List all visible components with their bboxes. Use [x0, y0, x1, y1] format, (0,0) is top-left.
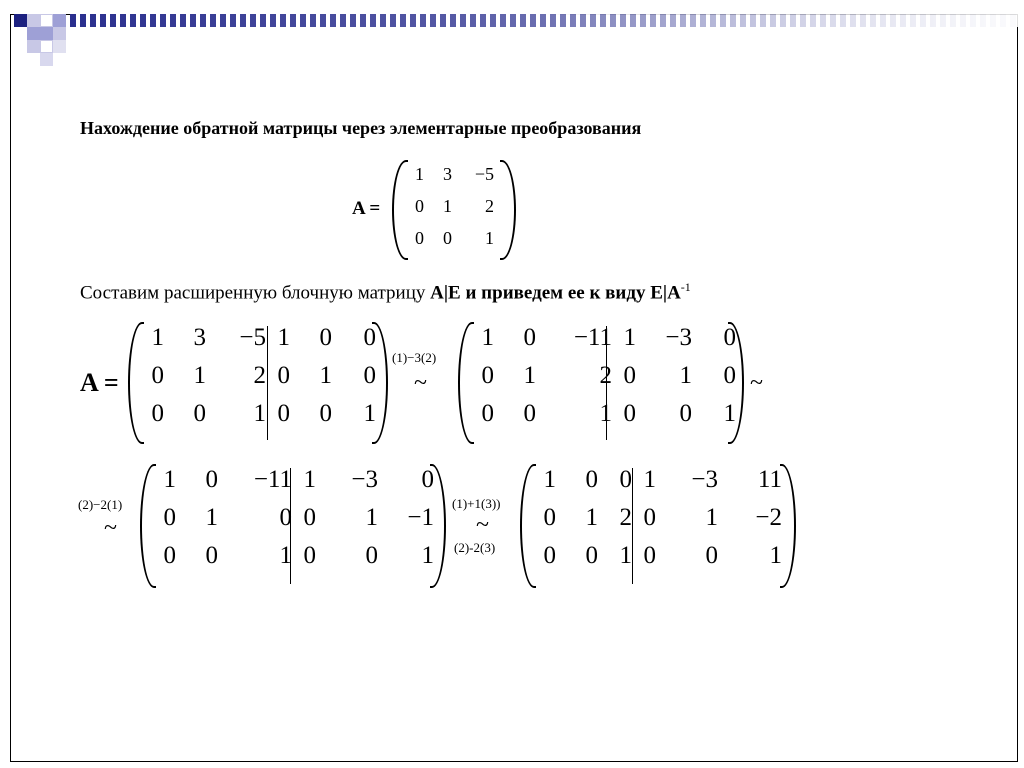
matrix-cell-right: 0	[679, 400, 692, 427]
matrix-cell-left: 1	[481, 324, 494, 351]
matrix-cell-left: 1	[151, 324, 164, 351]
matrix-cell-right: 1	[623, 324, 636, 351]
matrix-cell-left: 0	[151, 400, 164, 427]
matrix-cell-left: 1	[279, 542, 292, 569]
matrix-1	[128, 322, 388, 444]
matrix-cell-right: 1	[679, 362, 692, 389]
matrix-cell-right: 11	[757, 466, 782, 493]
matrix-cell-left: 1	[543, 466, 556, 493]
matrix-cell-left: 0	[585, 542, 598, 569]
matrix-cell: 1	[443, 196, 452, 216]
matrix-cell-left: −5	[239, 324, 266, 351]
matrix-cell-left: 0	[163, 504, 176, 531]
op-row1-minus-3row2: (1)−3(2)	[392, 350, 437, 365]
matrix-cell-left: 1	[619, 542, 632, 569]
matrix-cell-left: 1	[585, 504, 598, 531]
matrix-cell-left: 0	[619, 466, 632, 493]
op-row2-minus-2row3: (2)-2(3)	[454, 540, 496, 555]
matrix-2	[458, 322, 744, 444]
note-text	[80, 280, 691, 304]
matrix-cell: 1	[415, 164, 424, 184]
matrix-cell: 0	[443, 228, 452, 248]
corner-mosaic-logo	[0, 0, 80, 60]
matrix-cell-right: 0	[643, 504, 656, 531]
matrix-cell: 1	[485, 228, 494, 248]
matrix-4	[520, 464, 796, 588]
matrix-cell-right: 0	[421, 466, 434, 493]
matrix-cell-right: −3	[691, 466, 718, 493]
matrix-cell-left: 0	[481, 362, 494, 389]
matrix-cell-left: 0	[523, 324, 536, 351]
matrix-a-label: A =	[352, 198, 381, 219]
matrix-cell-left: −11	[253, 466, 292, 493]
op-row2-minus-2row1: (2)−2(1)	[78, 497, 123, 512]
matrix-cell-right: 0	[365, 542, 378, 569]
matrix-cell-right: 1	[643, 466, 656, 493]
matrix-3	[140, 464, 446, 588]
matrix-cell-right: 1	[303, 466, 316, 493]
matrix-cell: 0	[415, 228, 424, 248]
matrix-cell-right: −3	[351, 466, 378, 493]
tilde-3: ~	[104, 515, 117, 541]
matrix-cell-left: 0	[523, 400, 536, 427]
matrix-a	[392, 160, 516, 260]
matrix-cell-right: 0	[277, 400, 290, 427]
matrix-cell: 2	[485, 196, 494, 216]
matrix-cell-left: 1	[253, 400, 266, 427]
matrix-cell-left: 0	[163, 542, 176, 569]
matrix-cell-right: 0	[303, 504, 316, 531]
matrix-cell-left: 0	[585, 466, 598, 493]
step1-label: A =	[80, 368, 119, 397]
page-title: Нахождение обратной матрицы через элементарные преобразования	[80, 118, 642, 138]
note-bold: A|E и приведем ее к виду E|A	[430, 282, 681, 304]
matrix-cell-left: 0	[193, 400, 206, 427]
matrix-cell-right: 1	[769, 542, 782, 569]
matrix-cell-right: 1	[365, 504, 378, 531]
header-stripe-fade	[70, 14, 1018, 27]
matrix-cell-left: 2	[253, 362, 266, 389]
matrix-cell-left: 1	[523, 362, 536, 389]
op-row1-plus-1row3: (1)+1(3))	[452, 496, 501, 511]
matrix-cell: 3	[443, 164, 452, 184]
matrix-cell: 0	[415, 196, 424, 216]
matrix-cell-right: −3	[665, 324, 692, 351]
matrix-cell-right: −2	[755, 504, 782, 531]
note-plain: Составим расширенную блочную матрицу	[80, 282, 431, 304]
matrix-cell-left: 1	[599, 400, 612, 427]
tilde-4: ~	[476, 512, 489, 538]
matrix-cell-right: 1	[705, 504, 718, 531]
matrix-cell-left: 0	[543, 504, 556, 531]
matrix-cell-left: 2	[619, 504, 632, 531]
matrix-cell-right: 1	[421, 542, 434, 569]
matrix-cell: −5	[474, 164, 494, 184]
matrix-cell-right: 0	[303, 542, 316, 569]
matrix-cell-right: 0	[705, 542, 718, 569]
matrix-cell-left: 1	[205, 504, 218, 531]
matrix-cell-right: 1	[723, 400, 736, 427]
matrix-cell-right: 0	[363, 362, 376, 389]
matrix-cell-right: 0	[723, 324, 736, 351]
matrix-cell-left: 1	[163, 466, 176, 493]
matrix-cell-left: 2	[599, 362, 612, 389]
matrix-cell-right: 0	[723, 362, 736, 389]
matrix-cell-left: 0	[151, 362, 164, 389]
note-sup: -1	[680, 280, 691, 294]
matrix-cell-left: 0	[205, 466, 218, 493]
matrix-cell-right: 1	[363, 400, 376, 427]
matrix-cell-left: 0	[205, 542, 218, 569]
matrix-cell-left: −11	[573, 324, 612, 351]
matrix-cell-right: 0	[277, 362, 290, 389]
tilde-1: ~	[414, 370, 427, 396]
matrix-cell-right: 0	[319, 400, 332, 427]
matrix-cell-right: 0	[319, 324, 332, 351]
matrix-cell-left: 0	[543, 542, 556, 569]
matrix-cell-right: 1	[277, 324, 290, 351]
matrix-cell-right: 1	[319, 362, 332, 389]
matrix-cell-left: 0	[279, 504, 292, 531]
matrix-cell-right: 0	[623, 400, 636, 427]
matrix-cell-right: 0	[643, 542, 656, 569]
matrix-cell-right: 0	[623, 362, 636, 389]
matrix-cell-right: −1	[407, 504, 434, 531]
matrix-cell-left: 3	[193, 324, 206, 351]
matrix-cell-left: 1	[193, 362, 206, 389]
tilde-2: ~	[750, 370, 763, 396]
matrix-cell-right: 0	[363, 324, 376, 351]
matrix-cell-left: 0	[481, 400, 494, 427]
